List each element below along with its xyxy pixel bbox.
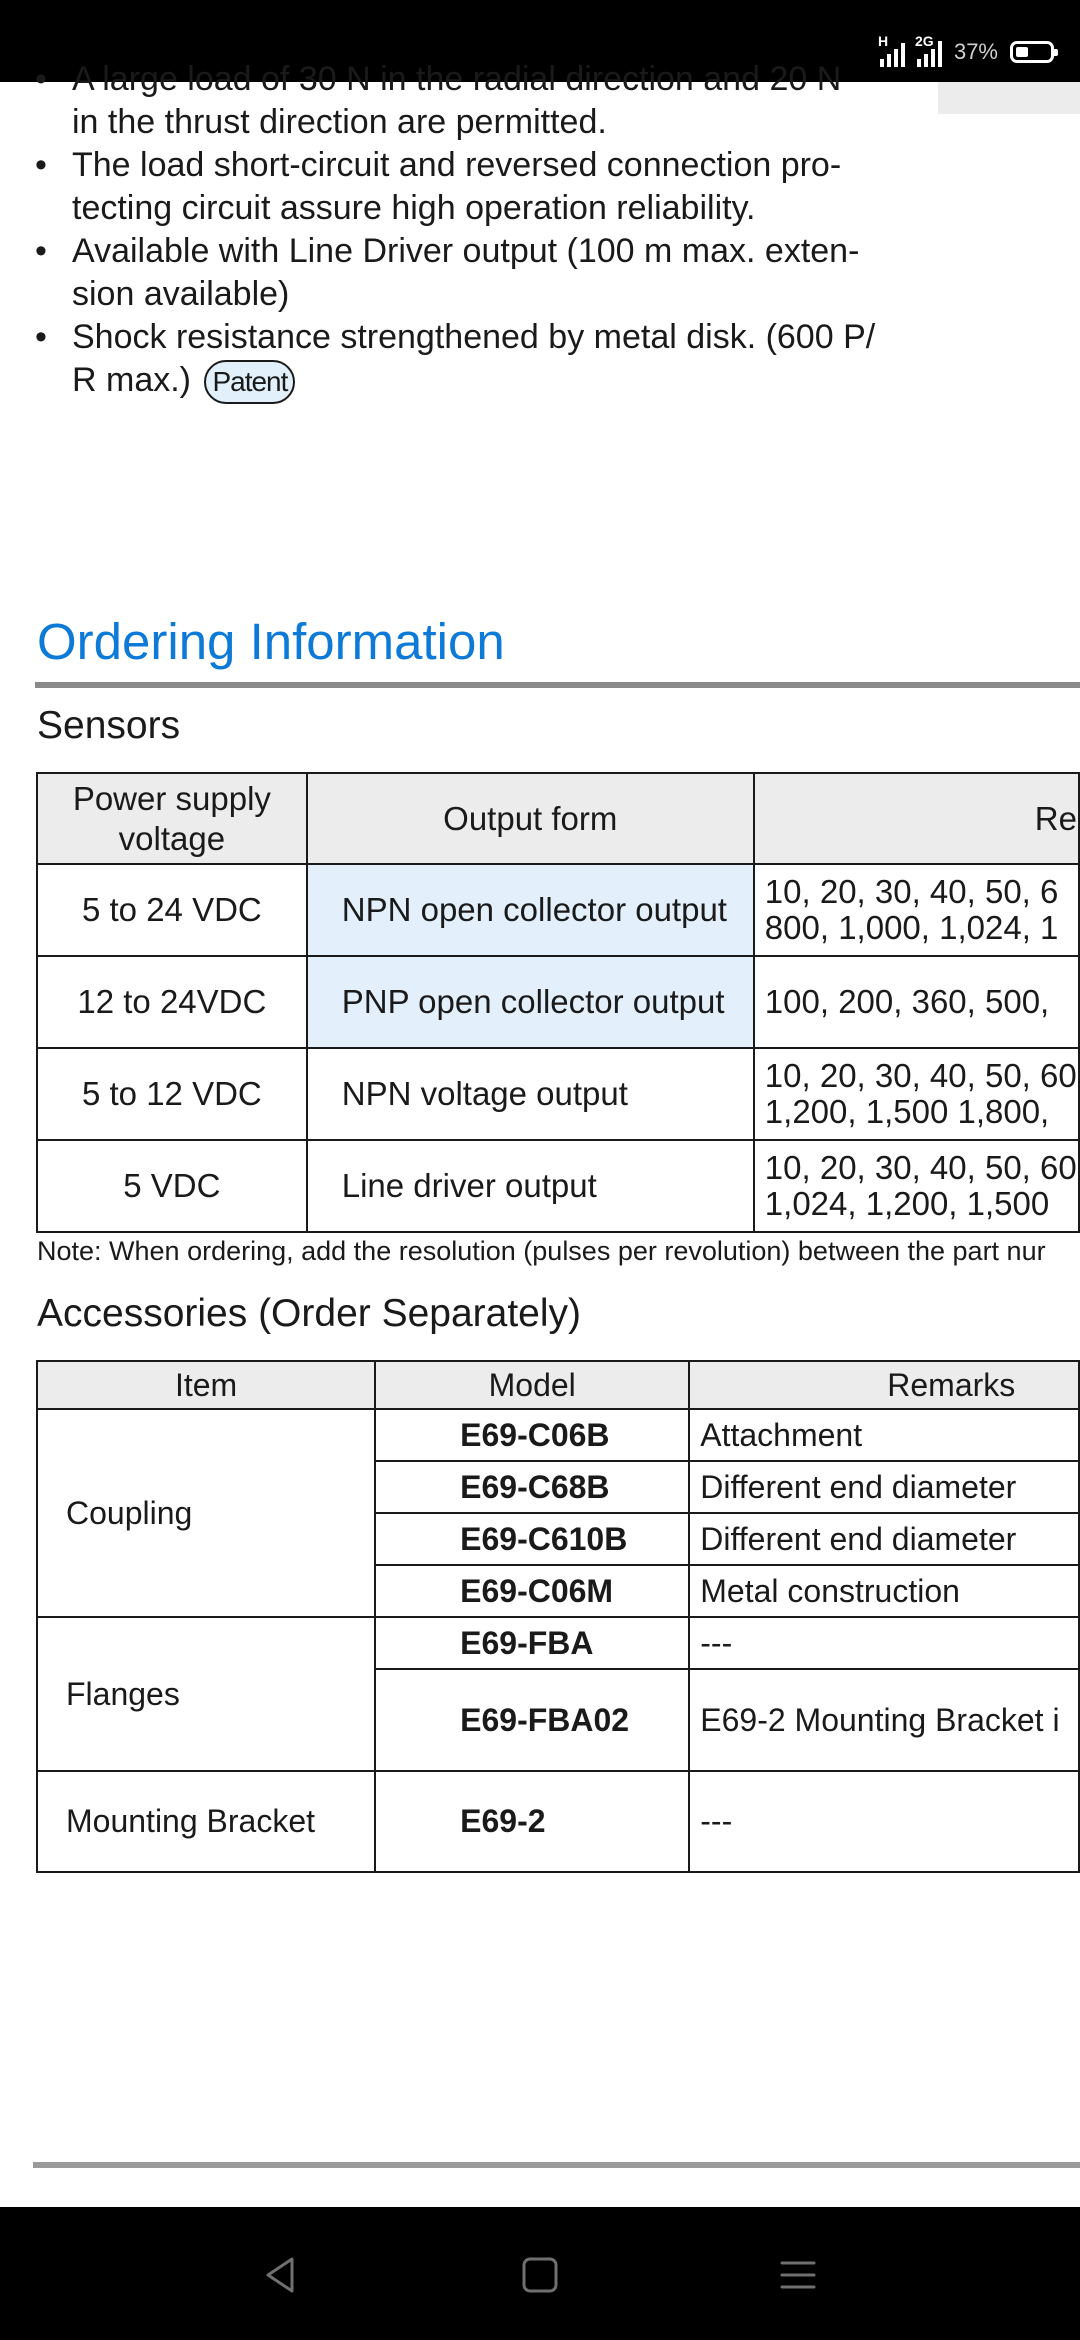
bullet-icon: • [35, 146, 47, 184]
model-cell: E69-C06M [375, 1565, 689, 1617]
accessories-title: Accessories (Order Separately) [37, 1292, 582, 1335]
battery-fill [1016, 47, 1028, 57]
remarks-cell: Metal construction [689, 1565, 1079, 1617]
output-form-cell: Line driver output [307, 1140, 754, 1232]
battery-percent: 37% [953, 39, 998, 64]
output-form-cell: PNP open collector output [307, 956, 754, 1048]
voltage-cell: 5 to 12 VDC [37, 1048, 307, 1140]
side-panel-tab[interactable] [938, 82, 1080, 114]
table-row [37, 1140, 1079, 1232]
signal-2g-icon: 2G [917, 37, 942, 67]
feature-item: • A large load of 30 N in the radial direction and 20 N in the thrust direction are permitted. [35, 60, 842, 141]
output-form-cell: NPN voltage output [307, 1048, 754, 1140]
column-header: Model [375, 1361, 689, 1409]
item-cell: Coupling [37, 1409, 375, 1617]
table-row [37, 864, 1079, 956]
bullet-icon: • [35, 318, 47, 356]
sensors-title: Sensors [37, 704, 181, 747]
column-header: Output form [307, 773, 754, 864]
column-header: Re [754, 773, 1079, 864]
column-header: Power supply voltage [37, 773, 307, 864]
ordering-note: Note: When ordering, add the resolution (pulses per revolution) between the part nur [37, 1236, 1046, 1266]
bullet-icon: • [35, 232, 47, 270]
section-title: Ordering Information [37, 613, 505, 670]
remarks-cell: Attachment [689, 1409, 1079, 1461]
model-cell: E69-FBA02 [375, 1669, 689, 1771]
navigation-bar [0, 2207, 1080, 2340]
menu-lines-icon [776, 2253, 820, 2297]
column-header: Item [37, 1361, 375, 1409]
back-triangle-icon [258, 2253, 302, 2297]
column-header: Remarks [689, 1361, 1079, 1409]
feature-item: • The load short-circuit and reversed connection pro- tecting circuit assure high operation reliability. [35, 146, 842, 227]
model-cell: E69-C610B [375, 1513, 689, 1565]
voltage-cell: 12 to 24VDC [37, 956, 307, 1048]
document-page[interactable] [0, 60, 1080, 2207]
resolution-cell: 100, 200, 360, 500, [754, 956, 1079, 1048]
remarks-cell: E69-2 Mounting Bracket i [689, 1669, 1079, 1771]
table-header-row [37, 773, 1079, 864]
item-cell: Mounting Bracket [37, 1771, 375, 1872]
bullet-icon: • [35, 60, 47, 98]
remarks-cell: Different end diameter [689, 1461, 1079, 1513]
table-header-row [37, 1361, 1079, 1409]
voltage-cell: 5 VDC [37, 1140, 307, 1232]
feature-item: • Shock resistance strengthened by metal disk. (600 P/ R max.) Patent [35, 316, 915, 404]
resolution-cell: 10, 20, 30, 40, 50, 6 800, 1,000, 1,024, 1 [754, 864, 1079, 956]
remarks-cell: --- [689, 1771, 1079, 1872]
output-form-cell: NPN open collector output [307, 864, 754, 956]
remarks-cell: Different end diameter [689, 1513, 1079, 1565]
model-cell: E69-C68B [375, 1461, 689, 1513]
remarks-cell: --- [689, 1617, 1079, 1669]
feature-item: • Available with Line Driver output (100 m max. exten- sion available) [35, 232, 860, 313]
resolution-cell: 10, 20, 30, 40, 50, 60 1,200, 1,500 1,800, [754, 1048, 1079, 1140]
model-cell: E69-2 [375, 1771, 689, 1872]
section-divider [35, 682, 1080, 688]
table-row [37, 956, 1079, 1048]
feature-list [35, 58, 915, 404]
table-row [37, 1048, 1079, 1140]
table-row [37, 1409, 1079, 1461]
menu-button[interactable] [768, 2245, 828, 2305]
voltage-cell: 5 to 24 VDC [37, 864, 307, 956]
battery-icon [1010, 41, 1054, 63]
back-button[interactable] [250, 2245, 310, 2305]
page-bottom-divider [33, 2162, 1080, 2168]
table-row [37, 1617, 1079, 1669]
home-button[interactable] [510, 2245, 570, 2305]
table-row [37, 1771, 1079, 1872]
accessories-table [36, 1360, 1080, 1873]
patent-badge: Patent [204, 360, 295, 404]
signal-h-icon: H [880, 37, 905, 67]
home-square-icon [518, 2253, 562, 2297]
model-cell: E69-FBA [375, 1617, 689, 1669]
item-cell: Flanges [37, 1617, 375, 1771]
sensors-table [36, 772, 1080, 1233]
model-cell: E69-C06B [375, 1409, 689, 1461]
resolution-cell: 10, 20, 30, 40, 50, 60 1,024, 1,200, 1,500 [754, 1140, 1079, 1232]
